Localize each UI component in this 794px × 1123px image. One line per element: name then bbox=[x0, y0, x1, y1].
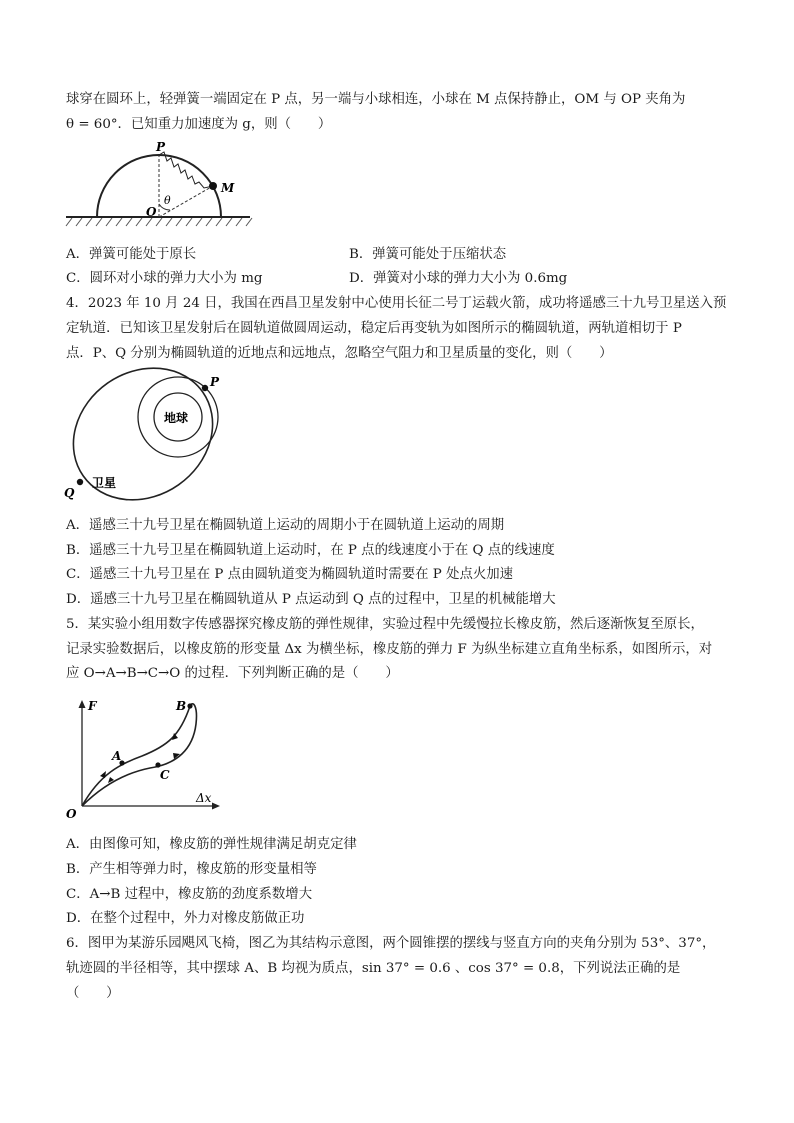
q4-stem-line-1: 4．2023 年 10 月 24 日，我国在西昌卫星发射中心使用长征二号丁运载火箭，成功将遥感三十九号卫星送入预 bbox=[66, 296, 727, 311]
q3-stem-line-2: θ = 60°．已知重力加速度为 g，则（ ） bbox=[66, 117, 332, 132]
q5-label-dx: Δx bbox=[196, 791, 212, 805]
q3-ring-spring-figure bbox=[64, 140, 254, 230]
q3-stem-line-1: 球穿在圆环上，轻弹簧一端固定在 P 点，另一端与小球相连，小球在 M 点保持静止，OM 与 OP 夹角为 bbox=[66, 92, 686, 107]
q4-option-c: C．遥感三十九号卫星在 P 点由圆轨道变为椭圆轨道时需要在 P 处点火加速 bbox=[66, 567, 514, 582]
q4-orbit-figure bbox=[58, 366, 228, 506]
q5-stem-line-2: 记录实验数据后，以橡皮筋的形变量 Δx 为横坐标，橡皮筋的弹力 F 为纵坐标建立直角坐标系，如图所示，对 bbox=[66, 642, 713, 657]
q4-label-earth: 地球 bbox=[164, 411, 189, 425]
q5-label-c: C bbox=[160, 768, 170, 782]
q5-label-f: F bbox=[88, 699, 97, 713]
q4-label-q: Q bbox=[64, 486, 75, 500]
q4-option-d: D．遥感三十九号卫星在椭圆轨道从 P 点运动到 Q 点的过程中，卫星的机械能增大 bbox=[66, 592, 556, 607]
q3-option-c: C．圆环对小球的弹力大小为 mg bbox=[66, 271, 263, 286]
q6-stem-line-3: （ ） bbox=[66, 986, 120, 1001]
q5-option-a: A．由图像可知，橡皮筋的弹性规律满足胡克定律 bbox=[66, 837, 357, 852]
q5-label-o: O bbox=[66, 807, 77, 820]
q5-option-b: B．产生相等弹力时，橡皮筋的形变量相等 bbox=[66, 862, 317, 877]
q5-option-d: D．在整个过程中，外力对橡皮筋做正功 bbox=[66, 911, 305, 926]
q3-label-theta: θ bbox=[164, 194, 171, 207]
q3-label-p: P bbox=[156, 140, 166, 154]
q5-option-c: C．A→B 过程中，橡皮筋的劲度系数增大 bbox=[66, 887, 313, 902]
q4-stem-line-2: 定轨道．已知该卫星发射后在圆轨道做圆周运动，稳定后再变轨为如图所示的椭圆轨道，两轨道相切于 P bbox=[66, 321, 682, 336]
q5-force-deformation-figure bbox=[62, 694, 232, 820]
q4-stem-line-3: 点．P、Q 分别为椭圆轨道的近地点和远地点，忽略空气阻力和卫星质量的变化，则（ ） bbox=[66, 346, 613, 361]
q5-label-a: A bbox=[112, 749, 122, 763]
q3-option-b: B．弹簧可能处于压缩状态 bbox=[349, 247, 507, 262]
q4-option-b: B．遥感三十九号卫星在椭圆轨道上运动时，在 P 点的线速度小于在 Q 点的线速度 bbox=[66, 543, 555, 558]
q6-stem-line-1: 6．图甲为某游乐园飓风飞椅，图乙为其结构示意图，两个圆锥摆的摆线与竖直方向的夹角分别为 53°、37°， bbox=[66, 936, 716, 951]
q5-stem-line-1: 5．某实验小组用数字传感器探究橡皮筋的弹性规律，实验过程中先缓慢拉长橡皮筋，然后逐渐恢复至原长， bbox=[66, 617, 704, 632]
q5-label-b: B bbox=[176, 699, 187, 713]
q6-stem-line-2: 轨迹圆的半径相等，其中摆球 A、B 均视为质点，sin 37° = 0.6 、cos 37° = 0.8，下列说法正确的是 bbox=[66, 961, 681, 976]
q3-label-o: O bbox=[146, 205, 157, 219]
q4-label-satellite: 卫星 bbox=[92, 476, 117, 490]
q3-label-m: M bbox=[221, 181, 235, 195]
q4-option-a: A．遥感三十九号卫星在椭圆轨道上运动的周期小于在圆轨道上运动的周期 bbox=[66, 518, 505, 533]
q3-option-d: D．弹簧对小球的弹力大小为 0.6mg bbox=[349, 271, 568, 286]
q3-option-a: A．弹簧可能处于原长 bbox=[66, 247, 197, 262]
q5-stem-line-3: 应 O→A→B→C→O 的过程．下列判断正确的是（ ） bbox=[66, 666, 399, 681]
q4-label-p: P bbox=[210, 375, 220, 389]
